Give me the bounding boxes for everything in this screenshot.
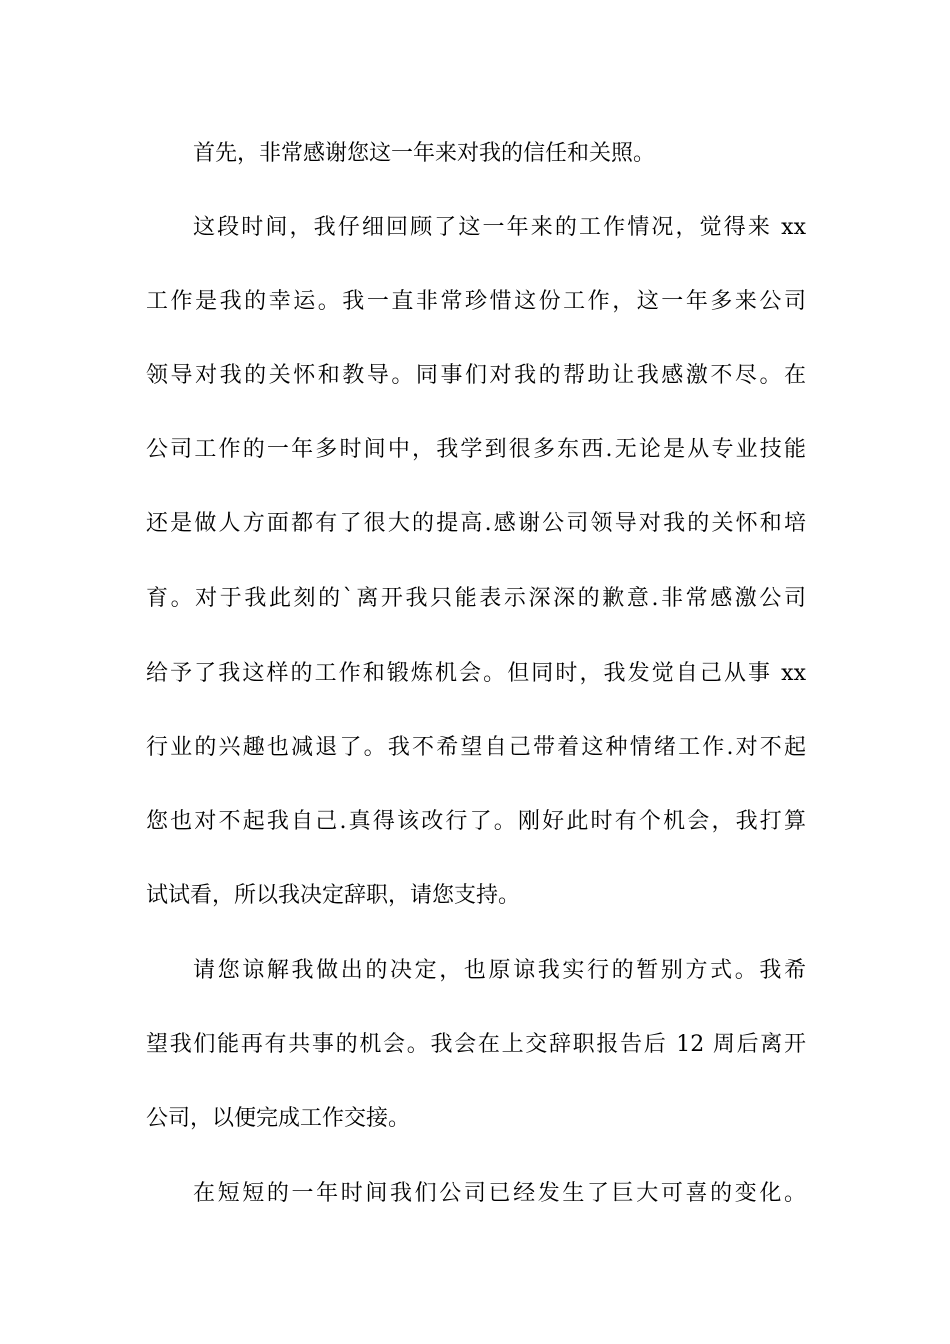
paragraph-2-line-8: 行业的兴趣也减退了。我不希望自己带着这种情绪工作.对不起: [146, 735, 806, 760]
paragraph-2-line-7: 给予了我这样的工作和锻炼机会。但同时，我发觉自己从事 xx: [146, 661, 806, 686]
paragraph-2-line-10: 试试看，所以我决定辞职，请您支持。: [146, 883, 521, 908]
paragraph-2-line-5: 还是做人方面都有了很大的提高.感谢公司领导对我的关怀和培: [146, 511, 806, 536]
paragraph-2-line-1: 这段时间，我仔细回顾了这一年来的工作情况，觉得来 xx: [193, 215, 806, 240]
paragraph-2-line-2: 工作是我的幸运。我一直非常珍惜这份工作，这一年多来公司: [146, 289, 806, 314]
paragraph-1-line-1: 首先，非常感谢您这一年来对我的信任和关照。: [193, 141, 656, 166]
paragraph-2-line-4: 公司工作的一年多时间中，我学到很多东西.无论是从专业技能: [146, 437, 806, 462]
paragraph-3-line-3: 公司，以便完成工作交接。: [146, 1106, 411, 1131]
paragraph-3-line-1: 请您谅解我做出的决定，也原谅我实行的暂别方式。我希: [193, 958, 806, 983]
paragraph-2-line-3: 领导对我的关怀和教导。同事们对我的帮助让我感激不尽。在: [146, 363, 806, 388]
paragraph-3-line-2: 望我们能再有共事的机会。我会在上交辞职报告后 12 周后离开: [146, 1032, 806, 1057]
paragraph-2-line-9: 您也对不起我自己.真得该改行了。刚好此时有个机会，我打算: [146, 809, 806, 834]
paragraph-4-line-1: 在短短的一年时间我们公司已经发生了巨大可喜的变化。: [193, 1181, 806, 1206]
paragraph-2-line-6: 育。对于我此刻的`离开我只能表示深深的歉意.非常感激公司: [146, 586, 806, 611]
